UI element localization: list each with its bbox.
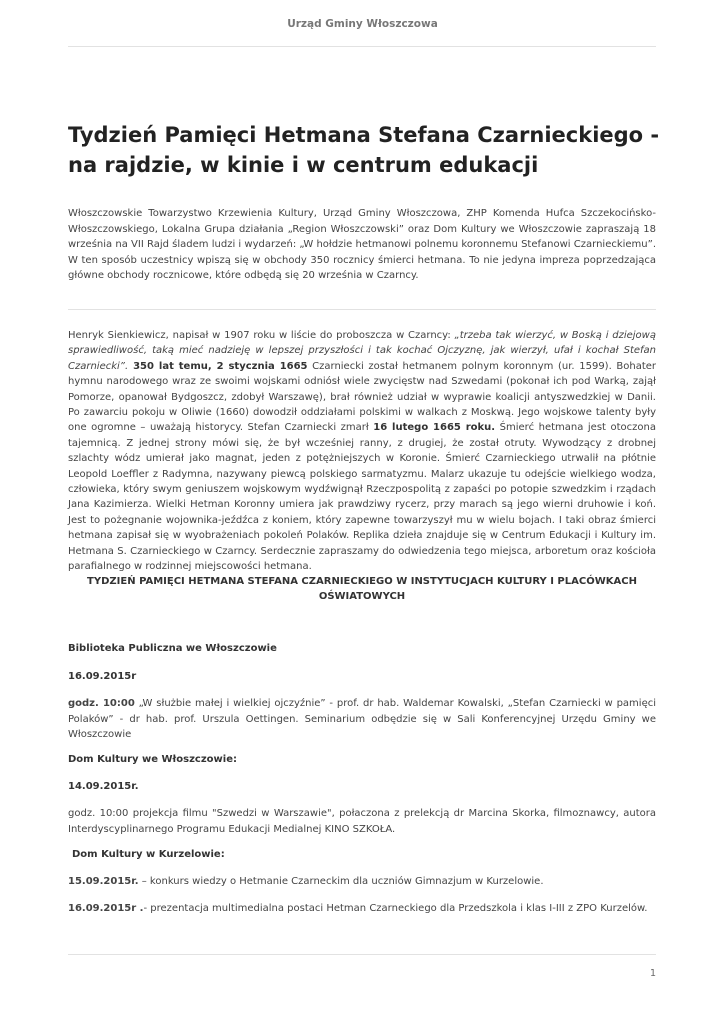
event-contest bbox=[68, 874, 656, 890]
program-heading: TYDZIEŃ PAMIĘCI HETMANA STEFANA CZARNIECKIEGO W INSTYTUCJACH KULTURY I PLACÓWKACH OŚWIATOWYCH bbox=[87, 576, 637, 602]
article-body bbox=[68, 328, 656, 575]
body-intro: Henryk Sienkiewicz, napisał w 1907 roku w liście do proboszcza w Czarncy: bbox=[68, 330, 455, 341]
header-divider bbox=[68, 46, 656, 47]
body-history: Czarniecki został hetmanem polnym koronnym (ur. 1599). Bohater hymnu narodowego wraz ze swoimi wojskami odniósł wiele zwycięstw nad Szwedami (pokonał ich pod Warką, zajął Pomorze, opanował Bydgoszcz, zdobył Warszawę), brał również udział w wyprawie koalicji antyszwedzkiej w Danii. Po zawarciu pokoju w Oliwie (1660) dowodził oddziałami polskimi w walkach z Moskwą. Jego wojskowe talenty były one ogromne – uważają historycy. Stefan Czarniecki zmarł bbox=[68, 360, 657, 434]
event-presentation bbox=[68, 901, 656, 917]
body-death: Śmierć hetmana jest otoczona tajemnicą. Z jednej strony mówi się, że był wcześniej ranny, z drugiej, że został otruty. Wywodzący z drobnej szlachty wódz umierał jako magnat, jeden z potężniejszych w Koronie. Śmierć Czarnieckiego utrwalił na płótnie Leopold Loeffler z Radymna, nazywany piewcą polskiego sarmatyzmu. Malarz ukazuje tu odejście wielkiego wodza, człowieka, który swym geniuszem wojskowym wydźwignął Rzeczpospolitą z zapaści po potopie szwedzkim i rządach Jana Kazimierza. Wielki Hetman Koronny umiera jak prawdziwy rycerz, przy marach są jego wierni druhowie i koń. Jest to pożegnanie wojownika-jeźdźca z koniem, który zapewne towarzyszył mu w wielu bojach. I taki obraz śmierci hetmana zapisał się w wyobrażeniach pokoleń Polaków. Replika dzieła znajduje się w Centrum Edukacji i Kultury im. Hetmana S. Czarnieckiego w Czarncy. Serdecznie zapraszamy do odwiedzenia tego miejsca, arboretum oraz kościoła parafialnego w rodzinnej miejscowości hetmana. bbox=[68, 422, 657, 573]
lead-divider bbox=[68, 309, 656, 310]
footer-divider bbox=[68, 954, 656, 955]
event-seminar bbox=[68, 696, 656, 743]
sienkiewicz-quote: „trzeba tak wierzyć, w Boską i dziejową sprawiedliwość, taką mieć nadzieję w lepszej przyszłości i tak kochać Ojczyznę, jak wierzył, ufał i kochał Stefan Czarniecki”. bbox=[68, 330, 656, 372]
event-contest-date: 15.09.2015r. bbox=[68, 876, 139, 887]
event-seminar-time: godz. 10:00 bbox=[68, 698, 135, 709]
article-title: Tydzień Pamięci Hetmana Stefana Czarnieckiego - na rajdzie, w kinie i w centrum edukacji bbox=[68, 123, 660, 177]
date-14-09: 14.09.2015r. bbox=[68, 781, 139, 792]
date-16-09: 16.09.2015r bbox=[68, 671, 137, 682]
venue-biblioteka: Biblioteka Publiczna we Włoszczowie bbox=[68, 643, 277, 654]
venue-dom-kultury-wloszczowa: Dom Kultury we Włoszczowie: bbox=[68, 754, 237, 765]
page-number: 1 bbox=[649, 968, 656, 979]
body-date-1665: 350 lat temu, 2 stycznia 1665 bbox=[128, 360, 308, 372]
event-contest-text: – konkurs wiedzy o Hetmanie Czarneckim dla uczniów Gimnazjum w Kurzelowie. bbox=[138, 876, 544, 887]
body-death-date: 16 lutego 1665 roku. bbox=[373, 422, 496, 434]
site-header: Urząd Gminy Włoszczowa bbox=[287, 18, 438, 30]
event-presentation-date: 16.09.2015r . bbox=[68, 903, 144, 914]
event-seminar-text: „W służbie małej i wielkiej ojczyźnie” - prof. dr hab. Waldemar Kowalski, „Stefan Czarniecki w pamięci Polaków” - dr hab. prof. Urszula Oettingen. Seminarium odbędzie się w Sali Konferencyjnej Urzędu Gminy we Włoszczowie bbox=[68, 698, 656, 740]
event-presentation-text: - prezentacja multimedialna postaci Hetman Czarneckiego dla Przedszkola i klas I-III z ZPO Kurzelów. bbox=[143, 903, 648, 914]
venue-dom-kultury-kurzelow: Dom Kultury w Kurzelowie: bbox=[72, 849, 225, 860]
event-film: godz. 10:00 projekcja filmu "Szwedzi w Warszawie", połaczona z prelekcją dr Marcina Skorka, filmoznawcy, autora Interdyscyplinarnego Programu Edukacji Medialnej KINO SZKOŁA. bbox=[68, 808, 656, 835]
article-lead: Włoszczowskie Towarzystwo Krzewienia Kultury, Urząd Gminy Włoszczowa, ZHP Komenda Hufca Szczekocińsko-Włoszczowskiego, Lokalna Grupa działania „Region Włoszczowski” oraz Dom Kultury we Włoszczowie zapraszają 18 września na VII Rajd śladem ludzi i wydarzeń: „W hołdzie hetmanowi polnemu koronnemu Stefanowi Czarnieckiemu”. W ten sposób uczestnicy wpiszą się w obchody 350 rocznicy śmierci hetmana. To nie jedyna impreza poprzedzająca główne obchody rocznicowe, które odbędą się 20 września w Czarncy. bbox=[68, 208, 656, 281]
